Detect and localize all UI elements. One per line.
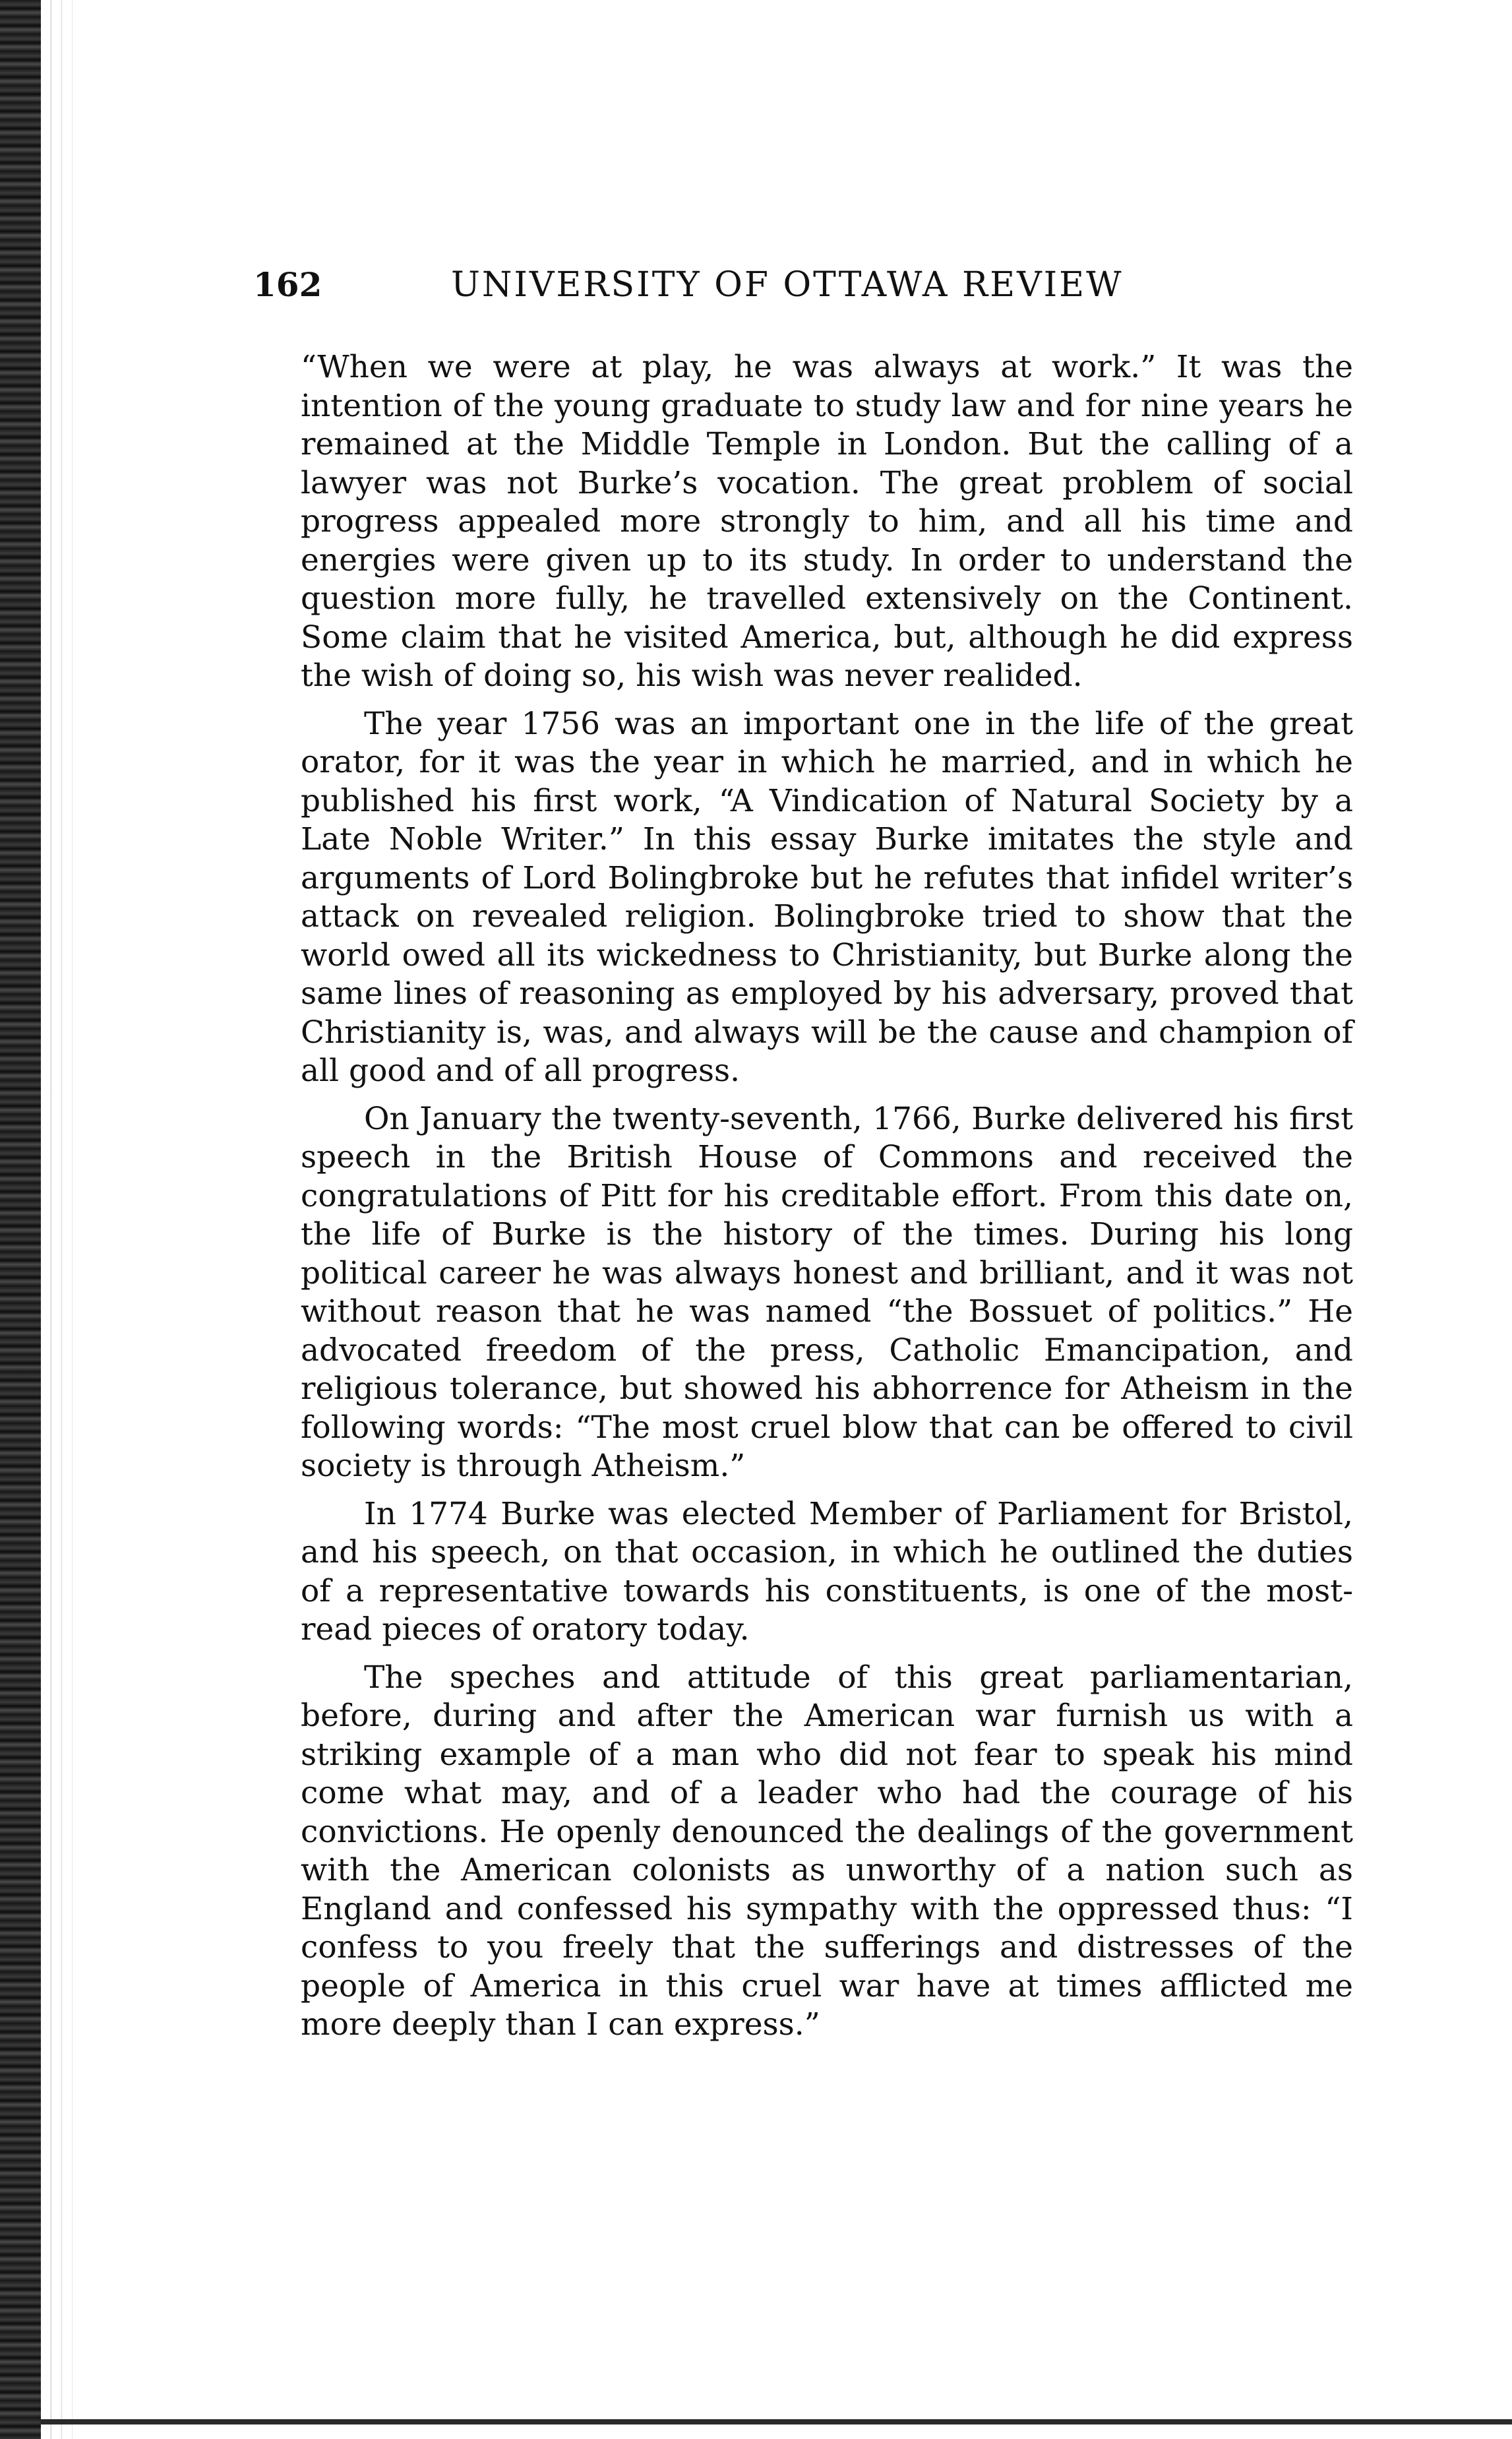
paragraph: “When we were at play, he was always at work.” It was the intention of the young graduate to study law and for nine years he remained at the Middle Temple in London. But the calling of a lawyer was not Burke’s vocation. The great problem of social progress appealed more strongly to him, and all his time and energies were given up to its study. In order to understand the question more fully, he travelled extensively on the Continent. Some claim that he visited America, but, although he did express the wish of doing so, his wish was never realided. bbox=[301, 349, 1353, 694]
paragraph: In 1774 Burke was elected Member of Parliament for Bristol, and his speech, on that occasion, in which he outlined the duties of a representative towards his constituents, is one of the most-read pieces of oratory today. bbox=[301, 1495, 1353, 1648]
running-head: UNIVERSITY OF OTTAWA REVIEW bbox=[451, 265, 1124, 305]
paragraph: The year 1756 was an important one in the life of the great orator, for it was the year in which he married, and in which he published his first work, “A Vindication of Natural Society by a Late Noble Writer.” In this essay Burke imitates the style and arguments of Lord Bolingbroke but he refutes that infidel writer’s attack on revealed religion. Bolingbroke tried to show that the world owed all its wickedness to Christianity, but Burke along the same lines of reasoning as employed by his adversary, proved that Christianity is, was, and always will be the cause and champion of all good and of all progress. bbox=[301, 705, 1353, 1089]
paragraph: The speches and attitude of this great parliamentarian, before, during and after the American war furnish us with a striking example of a man who did not fear to speak his mind come what may, and of a leader who had the courage of his convictions. He openly denounced the dealings of the government with the American colonists as unworthy of a nation such as England and confessed his sympathy with the oppressed thus: “I confess to you freely that the sufferings and distresses of the people of America in this cruel war have at times afflicted me more deeply than I can express.” bbox=[301, 1659, 1353, 2043]
page-number: 162 bbox=[253, 265, 322, 304]
page-gutter bbox=[41, 0, 73, 2439]
bottom-edge-rule bbox=[41, 2419, 1512, 2424]
page-header bbox=[253, 259, 1361, 311]
book-spine-shadow bbox=[0, 0, 41, 2439]
article-body bbox=[301, 348, 1353, 2054]
paragraph: On January the twenty-seventh, 1766, Burke delivered his first speech in the British House of Commons and received the congratulations of Pitt for his creditable effort. From this date on, the life of Burke is the history of the times. During his long political career he was always honest and brilliant, and it was not without reason that he was named “the Bossuet of politics.” He advocated freedom of the press, Catholic Emancipation, and religious tolerance, but showed his abhorrence for Atheism in the following words: “The most cruel blow that can be offered to civil society is through Atheism.” bbox=[301, 1100, 1353, 1484]
